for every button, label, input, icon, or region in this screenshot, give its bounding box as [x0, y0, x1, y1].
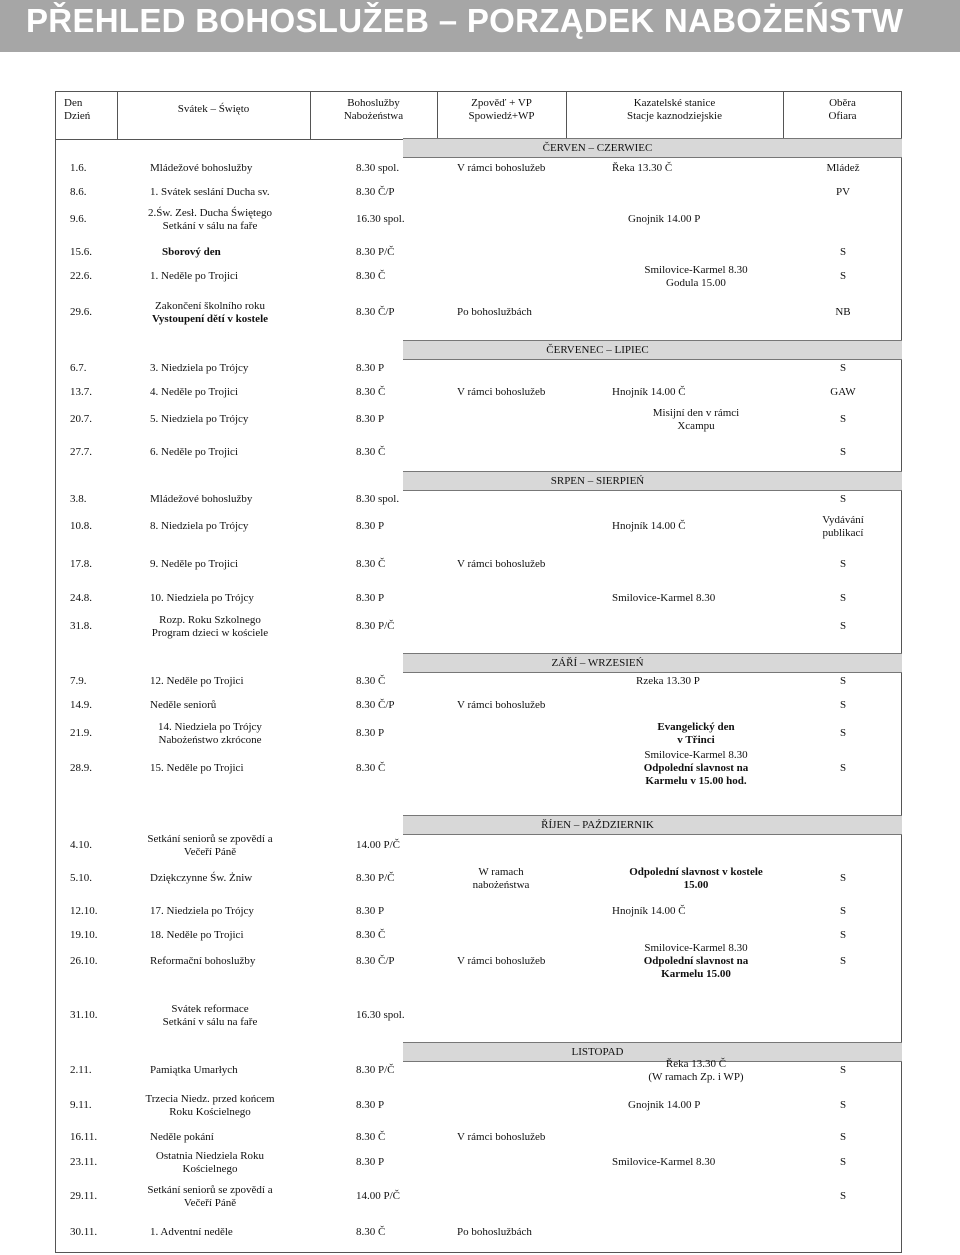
row-offering: S: [839, 1064, 847, 1076]
row-date: 28.9.: [70, 762, 92, 774]
month-name: LISTOPAD: [571, 1046, 624, 1058]
row-offering: S: [839, 246, 847, 258]
row-service: 8.30 P/Č: [356, 872, 395, 884]
row-feast: Večeří Páně: [183, 1197, 237, 1209]
row-feast: Trzecia Niedz. przed końcem: [145, 1093, 275, 1105]
row-station: 15.00: [683, 879, 709, 891]
row-offering: S: [839, 955, 847, 967]
row-feast: Setkání seniorů se zpovědí a: [147, 833, 273, 845]
row-station: Gnojnik 14.00 P: [628, 213, 701, 225]
row-feast: Večeří Páně: [183, 846, 237, 858]
row-feast: 12. Neděle po Trojici: [150, 675, 244, 687]
header-day: [55, 97, 126, 123]
row-station: Řeka 13.30 Č: [665, 1058, 727, 1070]
row-service: 8.30 P: [356, 362, 385, 374]
row-confession: V rámci bohoslužeb: [457, 386, 546, 398]
header-stations: [566, 97, 783, 123]
row-feast: 2.Św. Zesł. Ducha Świętego: [148, 207, 272, 219]
row-service: 8.30 Č: [356, 446, 386, 458]
row-service: 8.30 Č/P: [356, 699, 395, 711]
row-service: 8.30 P: [356, 1156, 385, 1168]
row-offering: NB: [835, 306, 851, 318]
row-service: 8.30 spol.: [356, 493, 400, 505]
row-date: 23.11.: [70, 1156, 98, 1168]
row-date: 22.6.: [70, 270, 92, 282]
row-feast: Mládežové bohoslužby: [150, 493, 253, 505]
header-stations-cs: Kazatelské stanice: [633, 97, 716, 109]
row-offering: S: [839, 1190, 847, 1202]
row-date: 1.6.: [70, 162, 87, 174]
header-confession-pl: Spowiedź+WP: [468, 110, 535, 122]
row-confession: V rámci bohoslužeb: [457, 1131, 546, 1143]
row-date: 31.10.: [70, 1009, 98, 1021]
row-service: 8.30 P: [356, 1099, 385, 1111]
row-date: 3.8.: [70, 493, 87, 505]
page-title: PŘEHLED BOHOSLUŽEB – PORZĄDEK NABOŻEŃSTW: [26, 2, 904, 39]
row-feast: Vystoupení dětí v kostele: [151, 313, 269, 325]
row-offering: S: [839, 493, 847, 505]
row-service: 8.30 P/Č: [356, 246, 395, 258]
row-service: 8.30 Č: [356, 1226, 386, 1238]
row-offering: S: [839, 1156, 847, 1168]
row-station: Odpolední slavnost na: [643, 762, 749, 774]
row-feast: Neděle pokání: [150, 1131, 214, 1143]
row-offering: publikací: [822, 527, 864, 539]
row-feast: 5. Niedziela po Trójcy: [150, 413, 249, 425]
row-offering: S: [839, 1099, 847, 1111]
row-station: Odpolední slavnost na: [643, 955, 749, 967]
month-band: [403, 138, 902, 158]
month-name: ČERVEN – CZERWIEC: [542, 142, 653, 154]
row-feast: Ostatnia Niedziela Roku: [155, 1150, 265, 1162]
row-confession: Po bohoslužbách: [457, 1226, 532, 1238]
row-station: Smilovice-Karmel 8.30: [644, 942, 748, 954]
row-service: 8.30 Č: [356, 386, 386, 398]
row-date: 27.7.: [70, 446, 92, 458]
row-feast: 17. Niedziela po Trójcy: [150, 905, 254, 917]
row-feast: Nabożeństwo zkrócone: [158, 734, 262, 746]
row-offering: S: [839, 620, 847, 632]
row-station: Hnojník 14.00 Č: [612, 520, 686, 532]
row-confession: W ramach: [478, 866, 524, 878]
row-date: 15.6.: [70, 246, 92, 258]
row-service: 8.30 Č: [356, 558, 386, 570]
row-service: 14.00 P/Č: [356, 839, 401, 851]
row-service: 8.30 spol.: [356, 162, 400, 174]
month-band: [403, 653, 902, 673]
row-service: 8.30 P: [356, 905, 385, 917]
header-services: [310, 97, 437, 123]
row-confession: nabożeństwa: [472, 879, 530, 891]
row-service: 16.30 spol.: [356, 213, 405, 225]
row-service: 8.30 P: [356, 413, 385, 425]
row-date: 7.9.: [70, 675, 87, 687]
row-feast: 1. Neděle po Trojici: [150, 270, 238, 282]
row-offering: S: [839, 413, 847, 425]
row-date: 31.8.: [70, 620, 92, 632]
month-name: ZÁŘÍ – WRZESIEŃ: [551, 657, 644, 669]
row-offering: S: [839, 592, 847, 604]
row-feast: Svátek reformace: [171, 1003, 249, 1015]
row-feast: Kościelnego: [182, 1163, 238, 1175]
row-feast: Dziękczynne Św. Żniw: [150, 872, 253, 884]
header-confession-cs: Zpověď + VP: [471, 97, 532, 109]
row-service: 8.30 Č: [356, 929, 386, 941]
row-date: 12.10.: [70, 905, 98, 917]
row-date: 14.9.: [70, 699, 92, 711]
row-offering: S: [839, 675, 847, 687]
row-service: 8.30 P: [356, 592, 385, 604]
row-date: 5.10.: [70, 872, 92, 884]
month-band: [403, 340, 902, 360]
month-band: [403, 471, 902, 491]
row-service: 16.30 spol.: [356, 1009, 405, 1021]
title-bar: [0, 0, 960, 52]
row-date: 29.11.: [70, 1190, 98, 1202]
row-date: 17.8.: [70, 558, 92, 570]
row-station: Karmelu 15.00: [661, 968, 731, 980]
row-service: 8.30 Č: [356, 675, 386, 687]
header-day-pl: Dzień: [64, 110, 91, 122]
row-feast: Reformační bohoslužby: [150, 955, 256, 967]
row-offering: S: [839, 558, 847, 570]
month-name: ŘÍJEN – PAŹDZIERNIK: [541, 819, 654, 831]
row-confession: V rámci bohoslužeb: [457, 558, 546, 570]
header-services-pl: Nabożeństwa: [343, 110, 404, 122]
row-confession: V rámci bohoslužeb: [457, 699, 546, 711]
month-band: [403, 815, 902, 835]
row-confession: V rámci bohoslužeb: [457, 955, 546, 967]
row-station: Hnojník 14.00 Č: [612, 905, 686, 917]
row-date: 6.7.: [70, 362, 87, 374]
row-station: Rzeka 13.30 P: [636, 675, 700, 687]
row-feast: Roku Kościelnego: [169, 1106, 251, 1118]
row-station: Karmelu v 15.00 hod.: [645, 775, 747, 787]
row-feast: Setkání v sálu na faře: [162, 1016, 258, 1028]
row-feast: 18. Neděle po Trojici: [150, 929, 244, 941]
row-feast: Setkání v sálu na faře: [162, 220, 258, 232]
row-feast: Setkání seniorů se zpovědí a: [147, 1184, 273, 1196]
row-offering: Mládež: [826, 162, 860, 174]
row-offering: S: [839, 1131, 847, 1143]
row-station: Godula 15.00: [666, 277, 726, 289]
row-date: 9.11.: [70, 1099, 92, 1111]
row-station: Gnojnik 14.00 P: [628, 1099, 701, 1111]
row-feast: Pamiątka Umarłych: [150, 1064, 238, 1076]
row-date: 30.11.: [70, 1226, 98, 1238]
row-station: v Třinci: [677, 734, 715, 746]
row-date: 19.10.: [70, 929, 98, 941]
row-feast: Zakončení školního roku: [155, 300, 265, 312]
row-service: 8.30 Č/P: [356, 186, 395, 198]
row-offering: S: [839, 362, 847, 374]
row-offering: GAW: [830, 386, 856, 398]
row-offering: S: [839, 727, 847, 739]
row-date: 20.7.: [70, 413, 92, 425]
row-feast: 10. Niedziela po Trójcy: [150, 592, 254, 604]
row-feast: 8. Niedziela po Trójcy: [150, 520, 249, 532]
row-confession: Po bohoslužbách: [457, 306, 532, 318]
row-offering: S: [839, 270, 847, 282]
row-service: 8.30 Č/P: [356, 306, 395, 318]
row-station: Hnojník 14.00 Č: [612, 386, 686, 398]
row-date: 26.10.: [70, 955, 98, 967]
header-stations-pl: Stacje kaznodziejskie: [627, 110, 722, 122]
row-offering: S: [839, 872, 847, 884]
row-date: 10.8.: [70, 520, 92, 532]
row-service: 8.30 Č: [356, 762, 386, 774]
row-station: Odpolední slavnost v kostele: [629, 866, 763, 878]
header-offering: [783, 97, 902, 123]
row-offering: S: [839, 929, 847, 941]
row-feast: 14. Niedziela po Trójcy: [158, 721, 262, 733]
row-offering: S: [839, 699, 847, 711]
row-station: Evangelický den: [657, 721, 735, 733]
row-offering: PV: [835, 186, 851, 198]
row-date: 24.8.: [70, 592, 92, 604]
row-feast: 3. Niedziela po Trójcy: [150, 362, 249, 374]
row-offering: Vydávání: [822, 514, 864, 526]
row-feast: 15. Neděle po Trojici: [150, 762, 244, 774]
row-station: Smilovice-Karmel 8.30: [644, 749, 748, 761]
row-confession: V rámci bohoslužeb: [457, 162, 546, 174]
row-date: 4.10.: [70, 839, 92, 851]
row-service: 14.00 P/Č: [356, 1190, 401, 1202]
row-offering: S: [839, 762, 847, 774]
row-service: 8.30 Č/P: [356, 955, 395, 967]
row-service: 8.30 P/Č: [356, 1064, 395, 1076]
row-service: 8.30 P: [356, 727, 385, 739]
row-station: Smilovice-Karmel 8.30: [612, 592, 716, 604]
row-station: Řeka 13.30 Č: [612, 162, 673, 174]
row-station: (W ramach Zp. i WP): [648, 1071, 744, 1083]
row-offering: S: [839, 905, 847, 917]
row-feast: Program dzieci w kościele: [151, 627, 269, 639]
header-day-cs: Den: [64, 97, 83, 109]
row-feast: Neděle seniorů: [150, 699, 217, 711]
row-service: 8.30 Č: [356, 270, 386, 282]
row-date: 29.6.: [70, 306, 92, 318]
row-service: 8.30 P/Č: [356, 620, 395, 632]
header-feast: Svátek – Święto: [177, 103, 250, 115]
row-date: 16.11.: [70, 1131, 98, 1143]
row-service: 8.30 P: [356, 520, 385, 532]
row-station: Smilovice-Karmel 8.30: [612, 1156, 716, 1168]
row-date: 2.11.: [70, 1064, 92, 1076]
row-date: 8.6.: [70, 186, 87, 198]
row-feast: 4. Neděle po Trojici: [150, 386, 238, 398]
row-offering: S: [839, 446, 847, 458]
row-station: Misijní den v rámci: [652, 407, 740, 419]
row-feast: Sborový den: [162, 246, 221, 258]
header-services-cs: Bohoslužby: [347, 97, 400, 109]
month-name: SRPEN – SIERPIEŃ: [550, 475, 645, 487]
row-feast: 1. Adventní neděle: [150, 1226, 233, 1238]
row-date: 21.9.: [70, 727, 92, 739]
row-service: 8.30 Č: [356, 1131, 386, 1143]
row-station: Smilovice-Karmel 8.30: [644, 264, 748, 276]
row-feast: Mládežové bohoslužby: [150, 162, 253, 174]
row-station: Xcampu: [677, 420, 715, 432]
row-date: 9.6.: [70, 213, 87, 225]
row-feast: 6. Neděle po Trojici: [150, 446, 238, 458]
header-offering-cs: Oběra: [829, 97, 856, 109]
row-feast: 1. Svátek seslání Ducha sv.: [150, 186, 270, 198]
row-feast: Rozp. Roku Szkolnego: [159, 614, 261, 626]
header-offering-pl: Ofiara: [828, 110, 857, 122]
row-date: 13.7.: [70, 386, 92, 398]
header-confession: [437, 97, 566, 123]
row-feast: 9. Neděle po Trojici: [150, 558, 238, 570]
month-name: ČERVENEC – LIPIEC: [546, 344, 649, 356]
